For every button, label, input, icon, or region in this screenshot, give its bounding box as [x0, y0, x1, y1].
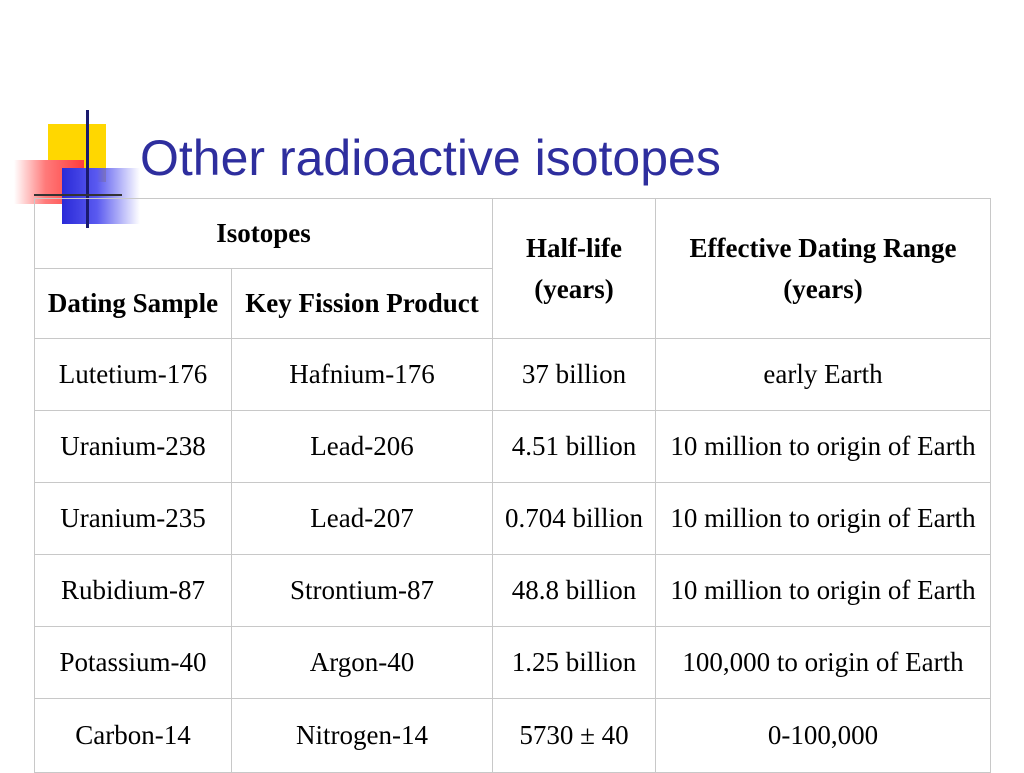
cell-fission-product: Strontium-87 — [232, 555, 493, 627]
cell-dating-sample: Uranium-235 — [35, 483, 232, 555]
cell-dating-sample: Carbon-14 — [35, 699, 232, 773]
header-isotopes: Isotopes — [35, 199, 493, 269]
cell-half-life: 37 billion — [493, 339, 656, 411]
table-row — [35, 483, 991, 555]
cell-dating-range: 10 million to origin of Earth — [656, 483, 991, 555]
cell-fission-product: Lead-207 — [232, 483, 493, 555]
cell-dating-range: 0-100,000 — [656, 699, 991, 773]
decor-horizontal-line — [34, 194, 122, 196]
cell-dating-sample: Rubidium-87 — [35, 555, 232, 627]
cell-dating-range: early Earth — [656, 339, 991, 411]
cell-fission-product: Nitrogen-14 — [232, 699, 493, 773]
header-dating-range-unit: (years) — [783, 273, 863, 304]
table-row — [35, 627, 991, 699]
isotope-table — [34, 198, 991, 773]
header-half-life — [493, 199, 656, 339]
header-key-fission-product: Key Fission Product — [232, 269, 493, 339]
cell-half-life: 0.704 billion — [493, 483, 656, 555]
cell-half-life: 48.8 billion — [493, 555, 656, 627]
header-half-life-label: Half-life — [526, 232, 622, 263]
slide-title: Other radioactive isotopes — [140, 130, 721, 186]
cell-fission-product: Lead-206 — [232, 411, 493, 483]
cell-half-life: 1.25 billion — [493, 627, 656, 699]
cell-fission-product: Hafnium-176 — [232, 339, 493, 411]
cell-dating-range: 100,000 to origin of Earth — [656, 627, 991, 699]
cell-dating-range: 10 million to origin of Earth — [656, 555, 991, 627]
header-dating-range — [656, 199, 991, 339]
cell-half-life: 4.51 billion — [493, 411, 656, 483]
header-dating-sample: Dating Sample — [35, 269, 232, 339]
header-dating-range-label: Effective Dating Range — [689, 232, 957, 263]
table-row — [35, 339, 991, 411]
cell-fission-product: Argon-40 — [232, 627, 493, 699]
table-row — [35, 699, 991, 773]
cell-dating-range: 10 million to origin of Earth — [656, 411, 991, 483]
cell-dating-sample: Lutetium-176 — [35, 339, 232, 411]
cell-dating-sample: Uranium-238 — [35, 411, 232, 483]
table-row — [35, 555, 991, 627]
header-half-life-unit: (years) — [534, 273, 614, 304]
cell-half-life: 5730 ± 40 — [493, 699, 656, 773]
cell-dating-sample: Potassium-40 — [35, 627, 232, 699]
table-row — [35, 411, 991, 483]
